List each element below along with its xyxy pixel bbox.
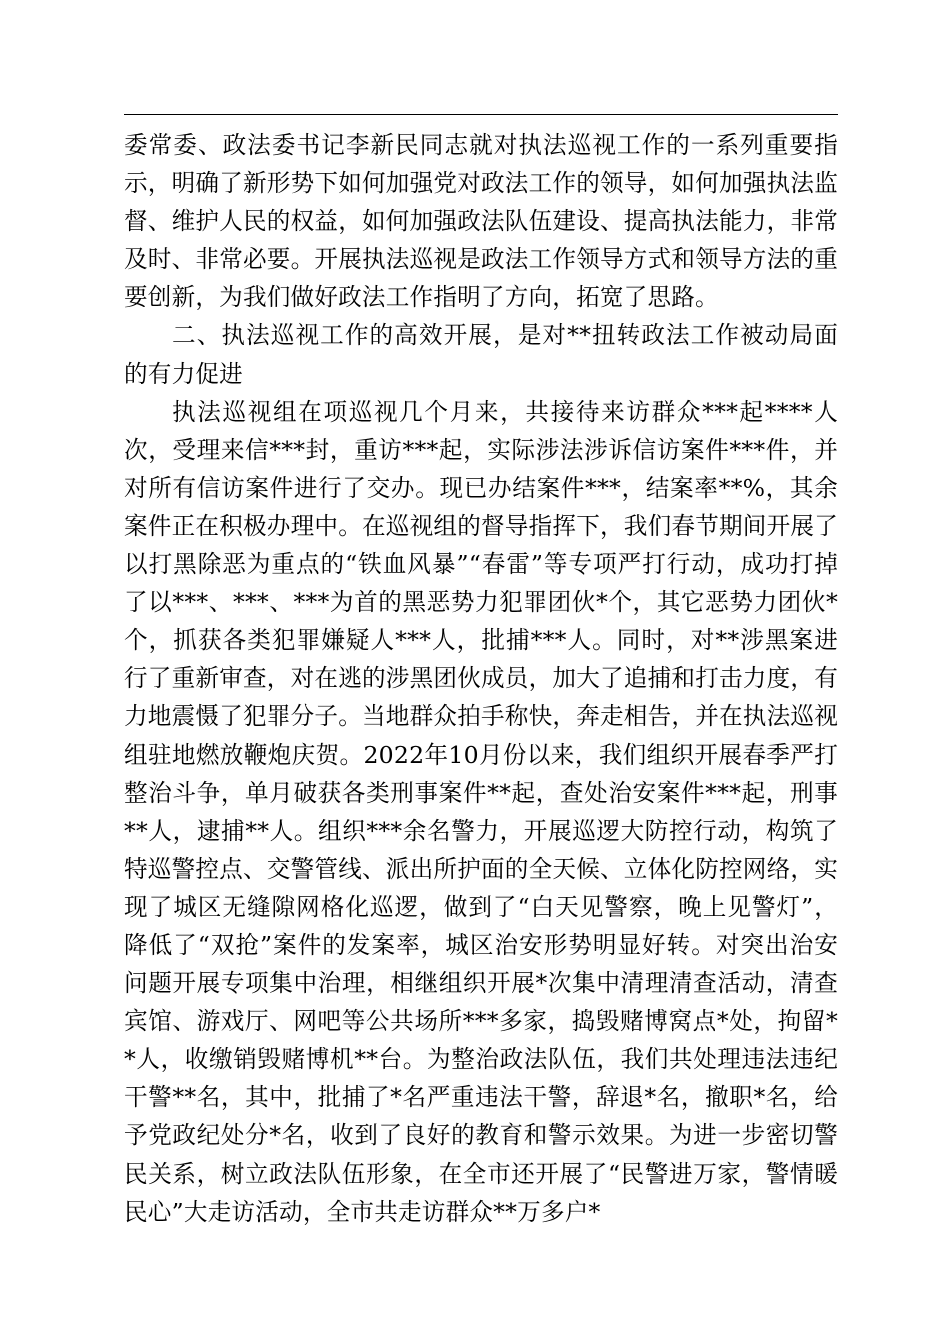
section-heading: 二、执法巡视工作的高效开展，是对**扭转政法工作被动局面的有力促进 <box>124 321 838 388</box>
header-rule <box>124 114 838 115</box>
paragraph-body: 执法巡视组在项巡视几个月来，共接待来访群众***起****人次，受理来信***封，重访***起，实际涉法涉诉信访案件***件，并对所有信访案件进行了交办。现已办结案件***，结案率**%，其余案件正在积极办理中。在巡视组的督导指挥下，我们春节期间开展了以打黑除恶为重点的“铁血风暴”“春雷”等专项严打行动，成功打掉了以***、***、***为首的黑恶势力犯罪团伙*个，其它恶势力团伙*个，抓获各类犯罪嫌疑人***人，批捕***人。同时，对**涉黑案进行了重新审查，对在逃的涉黑团伙成员，加大了追捕和打击力度，有力地震慑了犯罪分子。当地群众拍手称快，奔走相告，并在执法巡视组驻地燃放鞭炮庆贺。2022年10月份以来，我们组织开展春季严打整治斗争，单月破获各类刑事案件**起，查处治安案件***起，刑事**人，逮捕**人。组织***余名警力，开展巡逻大防控行动，构筑了特巡警控点、交警管线、派出所护面的全天候、立体化防控网络，实现了城区无缝隙网格化巡逻，做到了“白天见警察，晚上见警灯”，降低了“双抢”案件的发案率，城区治安形势明显好转。对突出治安问题开展专项集中治理，相继组织开展*次集中清理清查活动，清查宾馆、游戏厅、网吧等公共场所***多家，捣毁赌博窝点*处，拘留**人，收缴销毁赌博机**台。为整治政法队伍，我们共处理违法违纪干警**名，其中，批捕了*名严重违法干警，辞退*名，撤职*名，给予党政纪处分*名，收到了良好的教育和警示效果。为进一步密切警民关系，树立政法队伍形象，在全市还开展了“民警进万家，警情暖民心”大走访活动，全市共走访群众**万多户* <box>124 397 838 1226</box>
document-body <box>124 126 838 1231</box>
paragraph-continued: 委常委、政法委书记李新民同志就对执法巡视工作的一系列重要指示，明确了新形势下如何加强党对政法工作的领导，如何加强执法监督、维护人民的权益，如何加强政法队伍建设、提高执法能力，非常及时、非常必要。开展执法巡视是政法工作领导方式和领导方法的重要创新，为我们做好政法工作指明了方向，拓宽了思路。 <box>124 131 838 312</box>
